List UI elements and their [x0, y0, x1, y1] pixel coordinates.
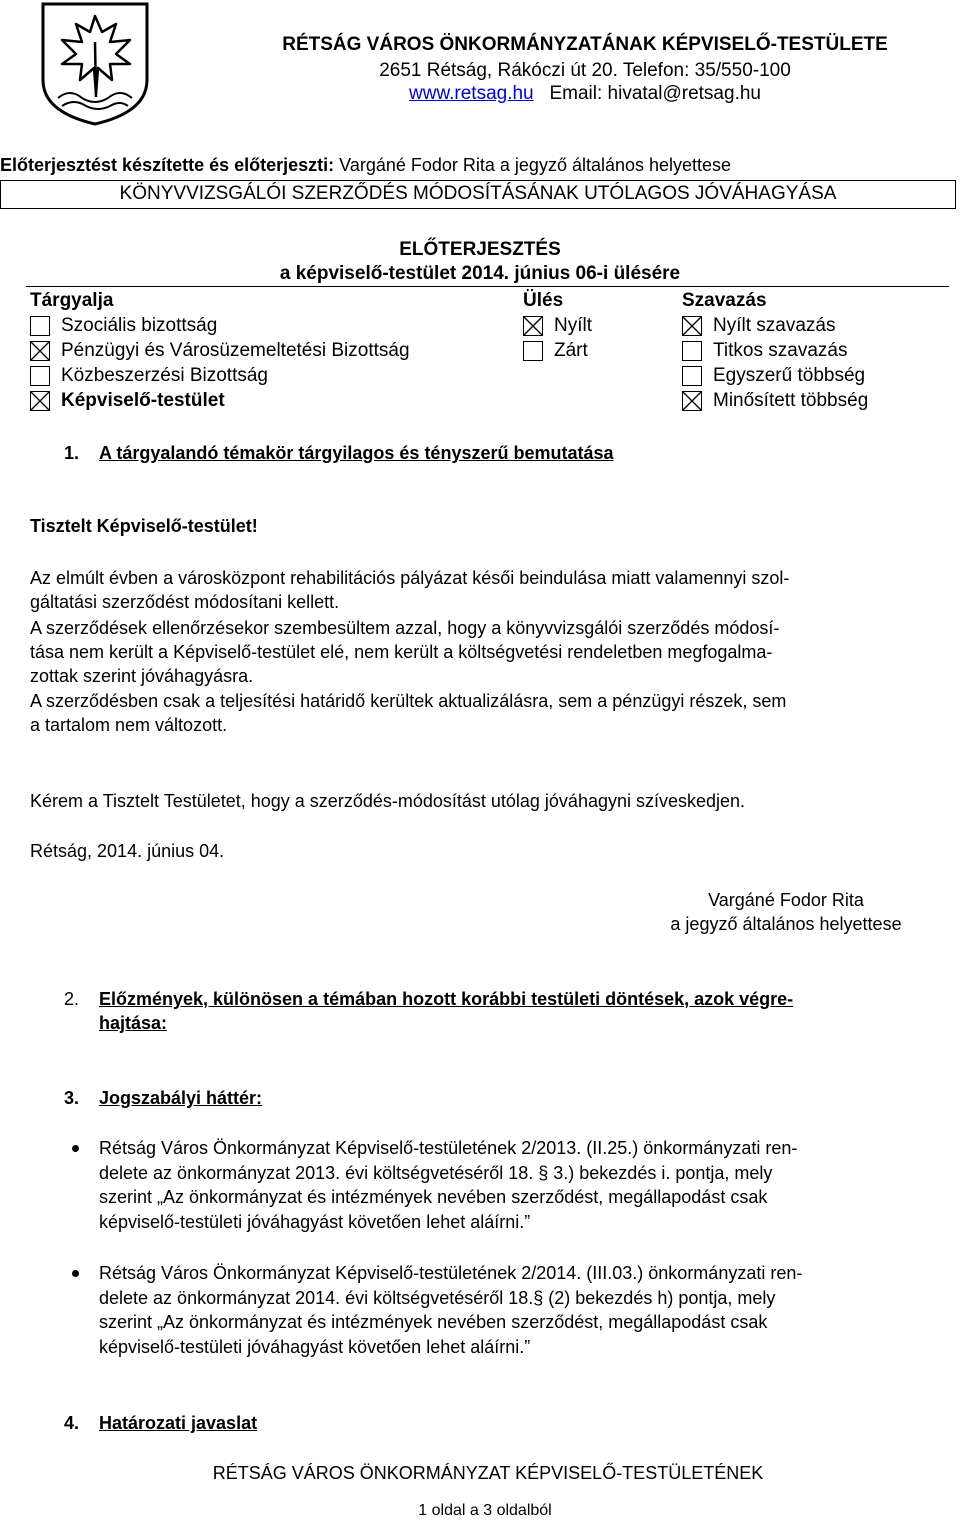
vote-header: Szavazás: [682, 290, 767, 311]
committee-header: Tárgyalja: [30, 290, 114, 311]
divider: [26, 286, 949, 287]
section3-title: Jogszabályi háttér:: [99, 1088, 263, 1108]
signer-title: a jegyző általános helyettese: [670, 914, 902, 934]
legal-item-1: Rétság Város Önkormányzat Képviselő-testületének 2/2013. (II.25.) önkormányzati ren- delete az önkormányzat 2013. évi költségvetéséről 18. § 3.) bekezdés i. pontja, mely szerint „Az önkormányzat és intézmények nevében szerződést, megállapodást csak képviselő-testületi jóváhagyást követően lehet aláírni.”: [99, 1138, 798, 1232]
vote-checkbox-secret[interactable]: [682, 341, 702, 361]
checked-cross-icon: [31, 392, 49, 410]
proposal-subtitle: a képviselő-testület 2014. június 06-i ülésére: [279, 263, 681, 284]
legal-item-2: Rétság Város Önkormányzat Képviselő-testületének 2/2014. (III.03.) önkormányzati ren- delete az önkormányzat 2014. évi költségvetéséről 18.§ (2) bekezdés h) pontja, mely szerint „Az önkormányzat és intézmények nevében szerződést, megállapodást csak képviselő-testületi jóváhagyást követően lehet aláírni.”: [99, 1263, 803, 1357]
website-link[interactable]: www.retsag.hu: [409, 83, 534, 104]
vote-label-open: Nyílt szavazás: [713, 315, 836, 336]
org-address: 2651 Rétság, Rákóczi út 20. Telefon: 35/550-100: [379, 60, 791, 81]
coat-of-arms-logo: [40, 2, 150, 126]
vote-checkbox-open[interactable]: [682, 316, 702, 336]
checked-cross-icon: [683, 317, 701, 335]
committee-checkbox-finance[interactable]: [30, 341, 50, 361]
session-checkbox-open[interactable]: [523, 316, 543, 336]
committee-checkbox-social[interactable]: [30, 316, 50, 336]
section4-number: 4.: [64, 1413, 80, 1433]
session-label-open: Nyílt: [554, 315, 592, 336]
resolution-header: RÉTSÁG VÁROS ÖNKORMÁNYZAT KÉPVISELŐ-TESTÜLETÉNEK: [212, 1463, 764, 1483]
section4-title: Határozati javaslat: [99, 1413, 258, 1433]
session-header: Ülés: [523, 290, 564, 311]
proposal-title: ELŐTERJESZTÉS: [399, 239, 561, 260]
subject-box: [0, 180, 956, 209]
checked-cross-icon: [31, 342, 49, 360]
session-label-closed: Zárt: [554, 340, 588, 361]
section1-number: 1.: [64, 443, 80, 463]
section2-number: 2.: [64, 989, 80, 1009]
preparer-label: Előterjesztést készítette és előterjeszti:: [0, 155, 335, 175]
bullet-icon: [72, 1145, 79, 1152]
vote-label-qualified: Minősített többség: [713, 390, 869, 411]
email-text: Email: hivatal@retsag.hu: [549, 83, 761, 104]
salutation: Tisztelt Képviselő-testület!: [30, 516, 258, 536]
signer-name: Vargáné Fodor Rita: [708, 890, 864, 910]
preparer-line: [0, 154, 731, 176]
page-info: 1 oldal a 3 oldalból: [418, 1502, 552, 1519]
request-text: Kérem a Tisztelt Testületet, hogy a szerződés-módosítást utólag jóváhagyni szíveskedjen.: [30, 791, 746, 811]
vote-label-secret: Titkos szavazás: [713, 340, 848, 361]
section3-number: 3.: [64, 1088, 80, 1108]
committee-checkbox-procurement[interactable]: [30, 366, 50, 386]
paragraph-3: A szerződésben csak a teljesítési határidő kerültek aktualizálásra, sem a pénzügyi részek, sem a tartalom nem változott.: [30, 691, 787, 735]
committee-label-social: Szociális bizottság: [61, 315, 218, 336]
section2-title: Előzmények, különösen a témában hozott korábbi testületi döntések, azok végre- hajtása:: [99, 989, 794, 1033]
committee-label-procurement: Közbeszerzési Bizottság: [61, 365, 268, 386]
org-contact: [214, 83, 956, 105]
committee-checkbox-council[interactable]: [30, 391, 50, 411]
vote-label-simple: Egyszerű többség: [713, 365, 866, 386]
committee-label-finance: Pénzügyi és Városüzemeltetési Bizottság: [61, 340, 410, 361]
paragraph-1: Az elmúlt évben a városközpont rehabilitációs pályázat késői beindulása miatt valamennyi szol- gáltatási szerződést módosítani kellett.: [30, 568, 790, 612]
subject-title: KÖNYVVIZSGÁLÓI SZERZŐDÉS MÓDOSÍTÁSÁNAK UTÓLAGOS JÓVÁHAGYÁSA: [119, 183, 837, 204]
org-name: RÉTSÁG VÁROS ÖNKORMÁNYZATÁNAK KÉPVISELŐ-TESTÜLETE: [282, 34, 888, 55]
paragraph-2: A szerződések ellenőrzésekor szembesültem azzal, hogy a könyvvizsgálói szerződés módosí- tása nem került a Képviselő-testület elé, nem került a költségvetési rendeletben megfogalma- zottak szerint jóváhagyásra.: [30, 618, 780, 686]
preparer-value: Vargáné Fodor Rita a jegyző általános helyettese: [339, 155, 732, 175]
place-date: Rétság, 2014. június 04.: [30, 841, 225, 861]
bullet-icon: [72, 1270, 79, 1277]
checked-cross-icon: [683, 392, 701, 410]
section1-title: A tárgyalandó témakör tárgyilagos és tényszerű bemutatása: [99, 443, 614, 463]
signature-block: [626, 888, 946, 936]
vote-checkbox-simple[interactable]: [682, 366, 702, 386]
vote-checkbox-qualified[interactable]: [682, 391, 702, 411]
checked-cross-icon: [524, 317, 542, 335]
session-checkbox-closed[interactable]: [523, 341, 543, 361]
committee-label-council: Képviselő-testület: [61, 390, 225, 411]
